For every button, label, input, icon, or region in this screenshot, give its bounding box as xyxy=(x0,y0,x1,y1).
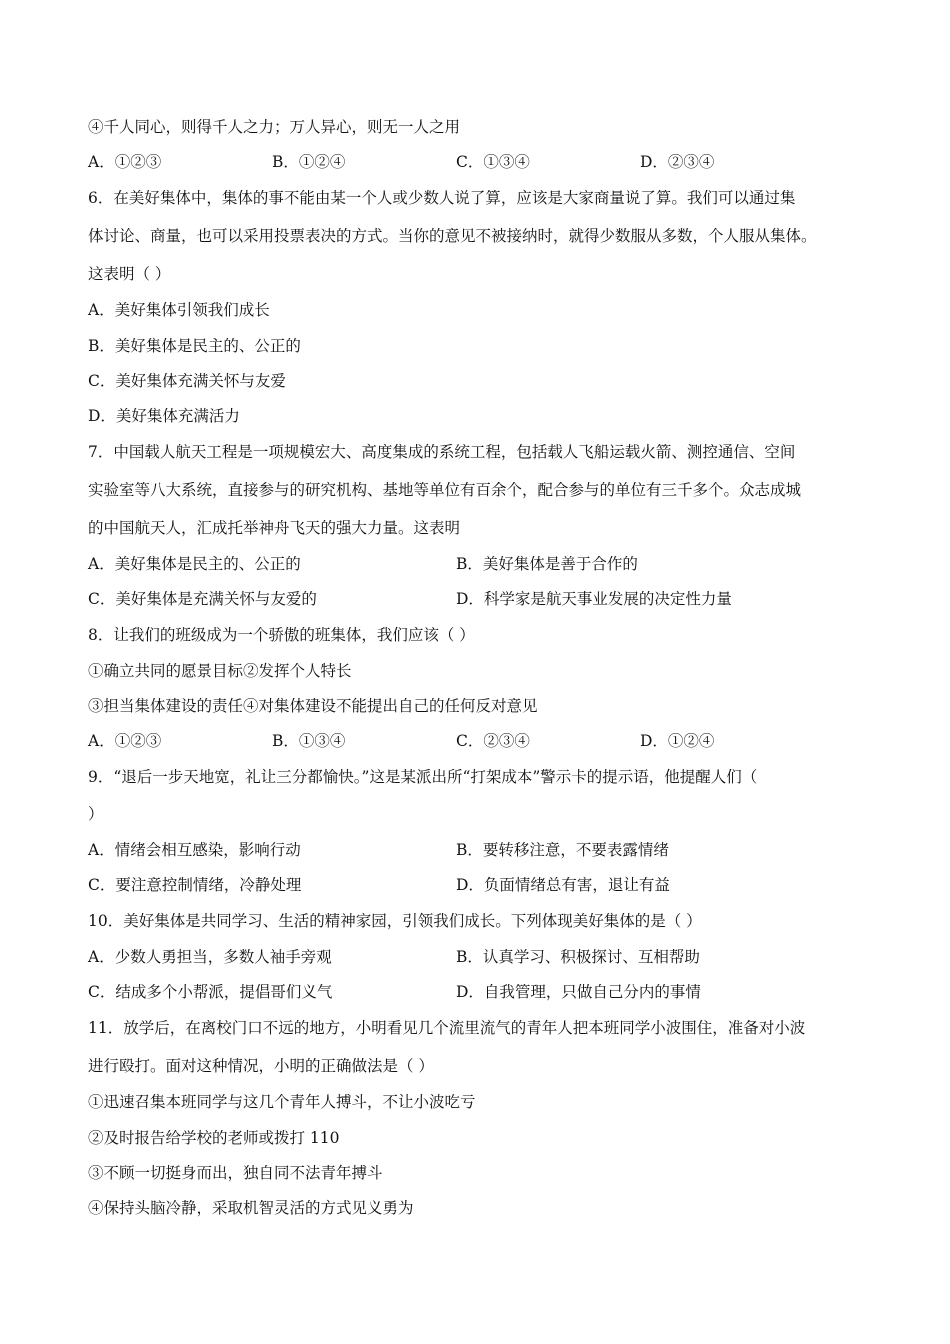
q9-option-d[interactable]: D．负面情绪总有害，退让有益 xyxy=(456,876,670,894)
q10-stem: 10．美好集体是共同学习、生活的精神家园，引领我们成长。下列体现美好集体的是（ ） xyxy=(88,912,702,930)
q6-option-a[interactable]: A．美好集体引领我们成长 xyxy=(88,301,270,319)
q11-stem-2: 进行殴打。面对这种情况，小明的正确做法是（ ） xyxy=(88,1057,434,1075)
q8-stem: 8．让我们的班级成为一个骄傲的班集体，我们应该（ ） xyxy=(88,626,475,644)
q9-option-c[interactable]: C．要注意控制情绪，冷静处理 xyxy=(88,876,302,894)
q10-option-d[interactable]: D．自我管理，只做自己分内的事情 xyxy=(456,983,701,1001)
q7-stem-3: 的中国航天人，汇成托举神舟飞天的强大力量。这表明 xyxy=(88,519,461,537)
q11-item-4: ④保持头脑冷静，采取机智灵活的方式见义勇为 xyxy=(88,1199,414,1217)
q10-option-b[interactable]: B．认真学习、积极探讨、互相帮助 xyxy=(456,948,700,966)
q6-stem-2: 体讨论、商量，也可以采用投票表决的方式。当你的意见不被接纳时，就得少数服从多数，个人服从集体。 xyxy=(88,227,817,245)
q9-option-b[interactable]: B．要转移注意，不要表露情绪 xyxy=(456,841,669,859)
q11-stem-1: 11．放学后，在离校门口不远的地方，小明看见几个流里流气的青年人把本班同学小波围住，准备对小波 xyxy=(88,1019,806,1037)
q7-stem-1: 7．中国载人航天工程是一项规模宏大、高度集成的系统工程，包括载人飞船运载火箭、测控通信、空间 xyxy=(88,443,796,461)
q7-option-b[interactable]: B．美好集体是善于合作的 xyxy=(456,555,638,573)
q5-option-a[interactable]: A．①②③ xyxy=(88,153,162,171)
q6-stem-1: 6．在美好集体中，集体的事不能由某一个人或少数人说了算，应该是大家商量说了算。我们可以通过集 xyxy=(88,189,796,207)
q8-option-a[interactable]: A．①②③ xyxy=(88,732,162,750)
q7-option-a[interactable]: A．美好集体是民主的、公正的 xyxy=(88,555,301,573)
q8-item-row-2: ③担当集体建设的责任④对集体建设不能提出自己的任何反对意见 xyxy=(88,697,538,715)
q7-stem-2: 实验室等八大系统，直接参与的研究机构、基地等单位有百余个，配合参与的单位有三千多个。众志成城 xyxy=(88,481,802,499)
q9-stem-2: ） xyxy=(88,805,104,823)
q10-option-c[interactable]: C．结成多个小帮派，提倡哥们义气 xyxy=(88,983,333,1001)
q6-option-c[interactable]: C．美好集体充满关怀与友爱 xyxy=(88,372,286,390)
q8-option-b[interactable]: B．①③④ xyxy=(272,732,346,750)
q11-item-1: ①迅速召集本班同学与这几个青年人搏斗，不让小波吃亏 xyxy=(88,1093,476,1111)
q11-item-3: ③不顾一切挺身而出，独自同不法青年搏斗 xyxy=(88,1164,383,1182)
q5-option-b[interactable]: B．①②④ xyxy=(272,153,346,171)
q5-option-c[interactable]: C．①③④ xyxy=(456,153,530,171)
q6-option-d[interactable]: D．美好集体充满活力 xyxy=(88,407,240,425)
q8-option-d[interactable]: D．①②④ xyxy=(640,732,715,750)
q8-item-row-1: ①确立共同的愿景目标②发挥个人特长 xyxy=(88,662,352,680)
q5-option-d[interactable]: D．②③④ xyxy=(640,153,715,171)
q10-option-a[interactable]: A．少数人勇担当，多数人袖手旁观 xyxy=(88,948,332,966)
q11-item-2: ②及时报告给学校的老师或拨打 110 xyxy=(88,1129,340,1147)
q8-option-c[interactable]: C．②③④ xyxy=(456,732,530,750)
q5-item-4: ④千人同心，则得千人之力；万人异心，则无一人之用 xyxy=(88,118,461,136)
q6-option-b[interactable]: B．美好集体是民主的、公正的 xyxy=(88,337,301,355)
q9-option-a[interactable]: A．情绪会相互感染，影响行动 xyxy=(88,841,301,859)
q7-option-d[interactable]: D．科学家是航天事业发展的决定性力量 xyxy=(456,590,732,608)
q7-option-c[interactable]: C．美好集体是充满关怀与友爱的 xyxy=(88,590,317,608)
q6-stem-3: 这表明（ ） xyxy=(88,265,171,283)
q9-stem-1: 9．“退后一步天地宽，礼让三分都愉快。”这是某派出所“打架成本”警示卡的提示语，他提醒人们（ xyxy=(88,768,758,786)
